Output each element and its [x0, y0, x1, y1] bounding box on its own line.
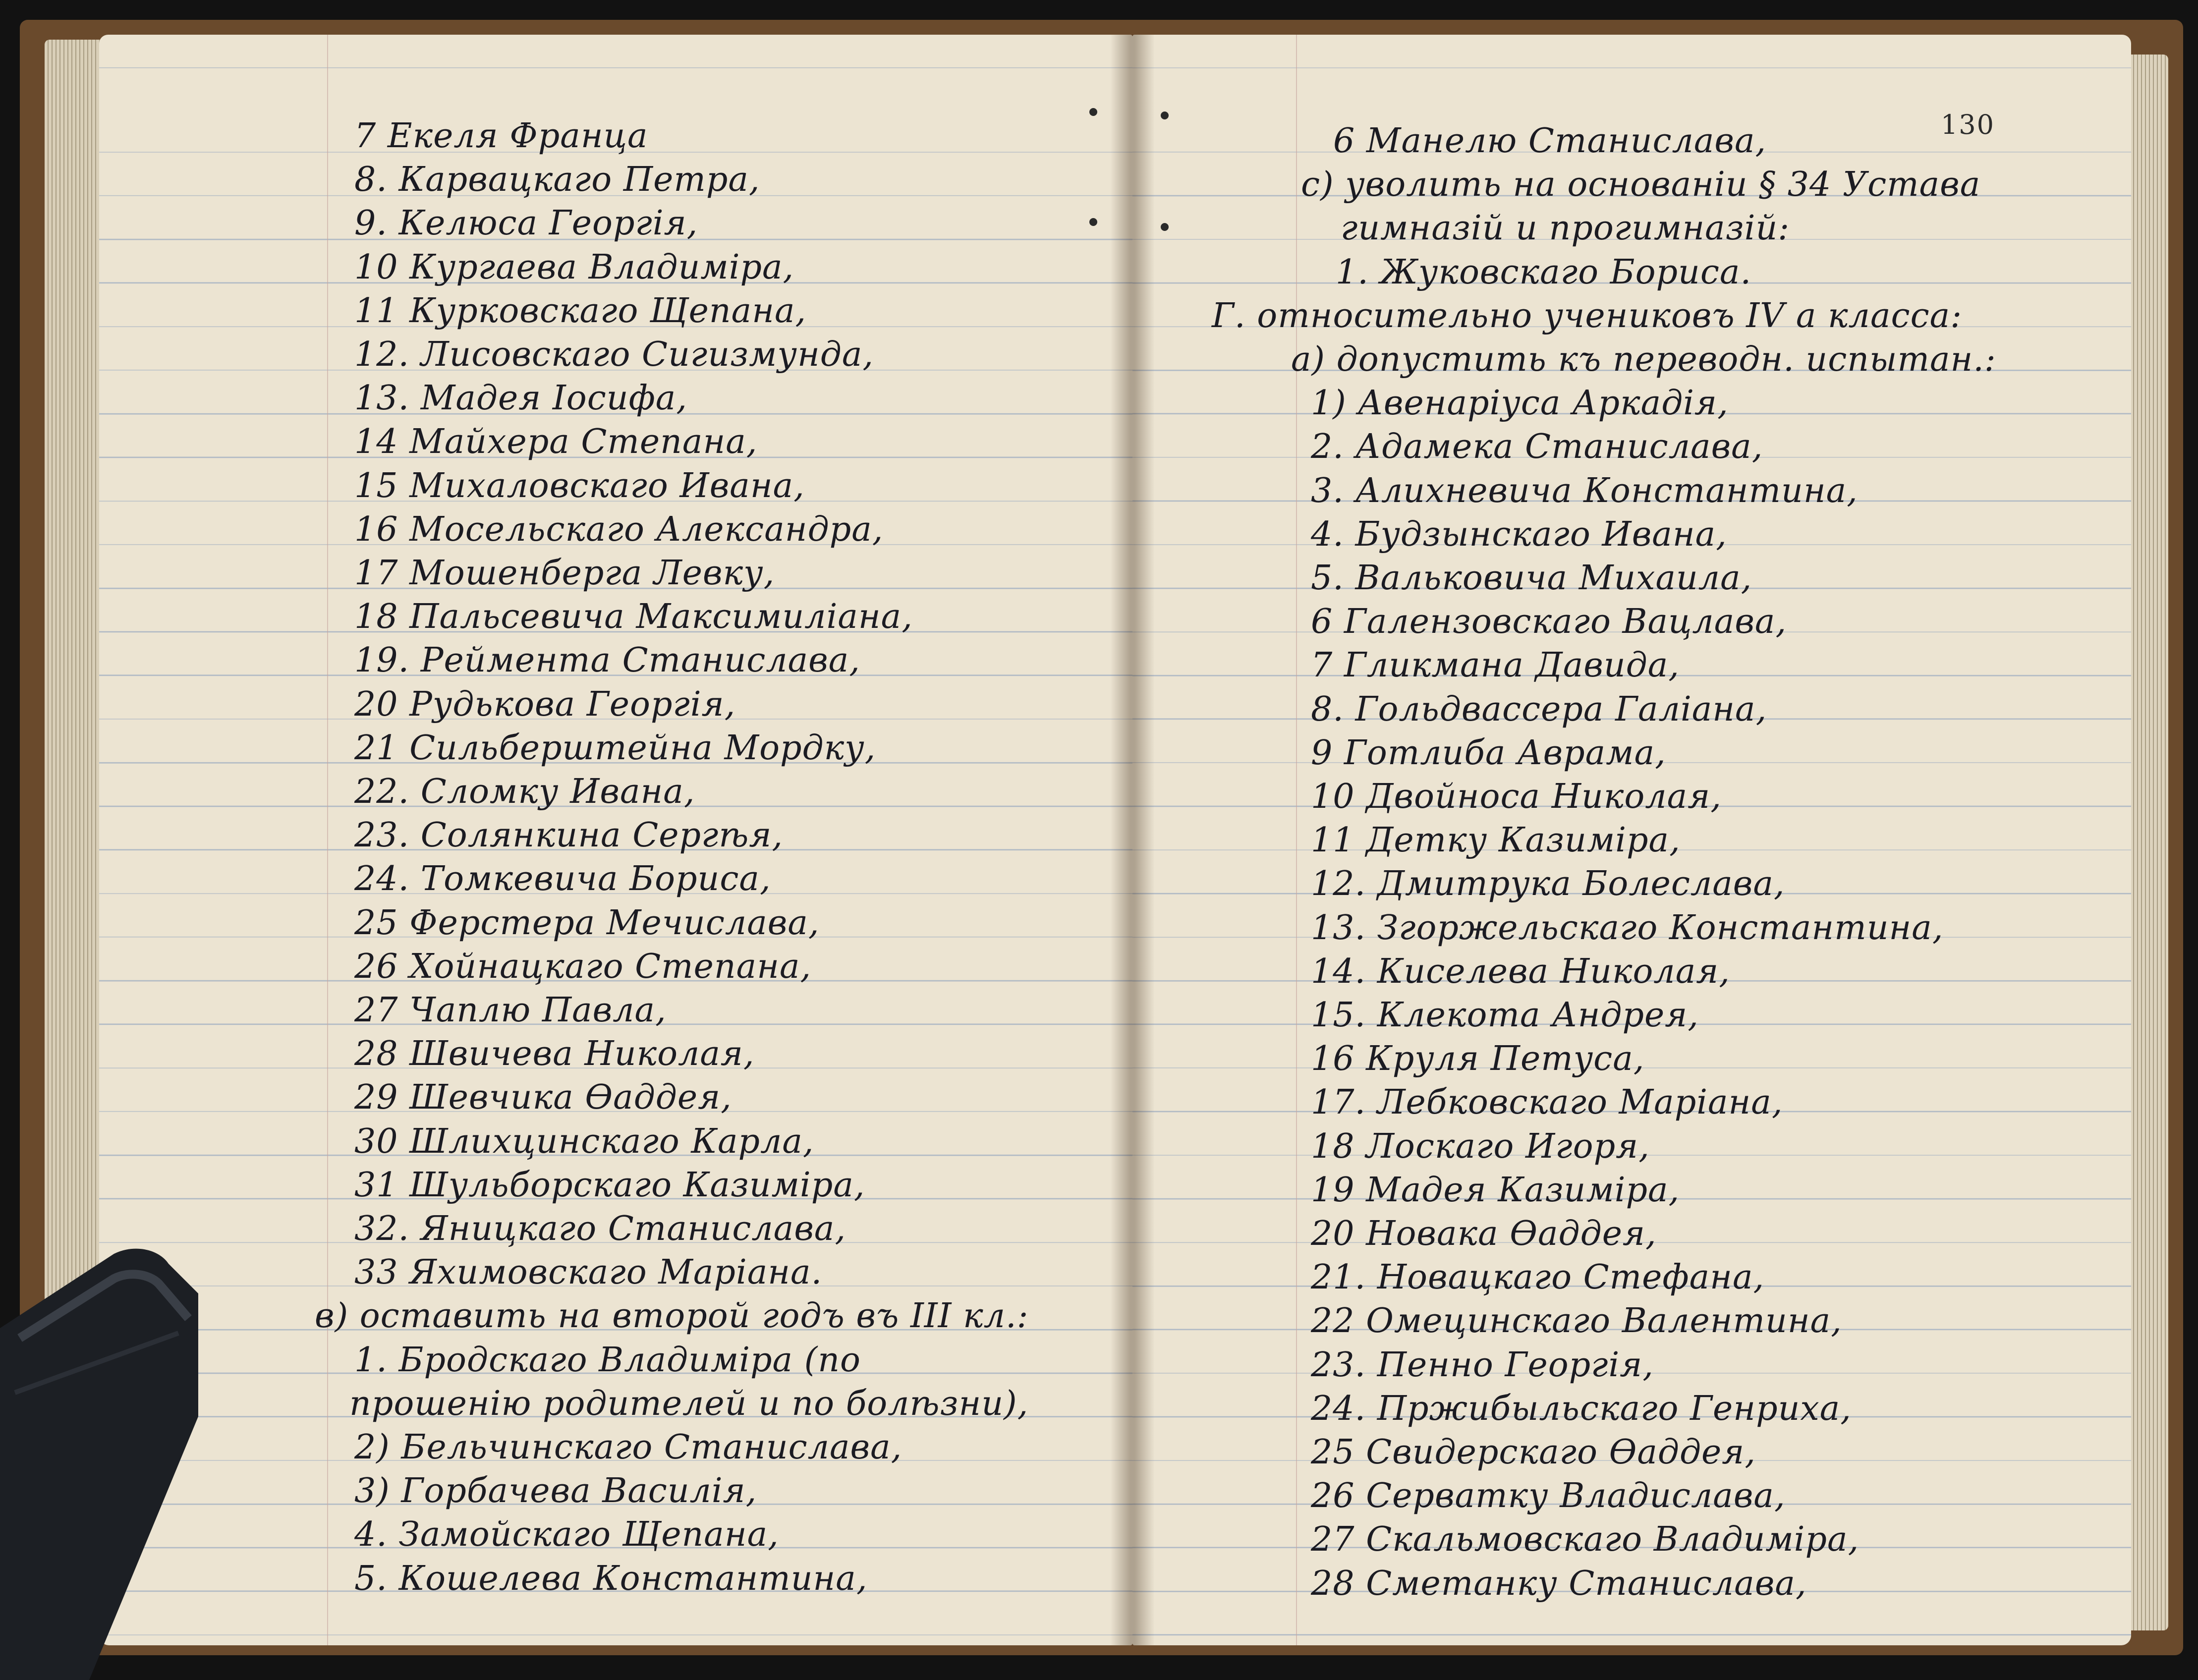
handwritten-line: с) уволить на основаніи § 34 Устава — [1301, 165, 1981, 205]
binding-hole — [1161, 112, 1169, 119]
handwritten-line: 19 Мадея Казиміра, — [1311, 1170, 1680, 1210]
handwritten-line: 19. Рейментa Станислава, — [354, 641, 860, 680]
handwritten-line: 26 Серватку Владислава, — [1311, 1476, 1786, 1516]
handwritten-line: 4. Замойскаго Щепана, — [354, 1515, 779, 1555]
handwritten-line: 28 Сметанку Станислава, — [1311, 1564, 1807, 1603]
handwritten-line: гимназій и прогимназій: — [1341, 209, 1790, 248]
handwritten-line: 16 Мосельскаго Александра, — [354, 509, 884, 549]
handwritten-line: а) допустить къ переводн. испытан.: — [1291, 340, 1996, 379]
handwritten-line: 33 Яхимовскаго Маріана. — [354, 1253, 823, 1292]
binding-hole — [1089, 108, 1097, 116]
handwritten-line: Г. относительно учениковъ IV а класса: — [1212, 296, 1963, 336]
left-margin-line — [327, 35, 328, 1645]
handwritten-line: 2. Адамека Станислава, — [1311, 427, 1763, 467]
handwritten-line: 20 Рудькова Георгія, — [354, 684, 736, 724]
handwritten-line: 29 Шевчика Ѳаддея, — [354, 1078, 732, 1118]
handwritten-line: 11 Детку Казиміра, — [1311, 821, 1681, 860]
handwritten-line: 28 Швичева Николая, — [354, 1034, 755, 1074]
handwritten-line: 4. Будзынскаго Ивана, — [1311, 514, 1727, 554]
handwritten-line: 7 Гликмана Давида, — [1311, 646, 1680, 685]
handwritten-line: 16 Круля Петуса, — [1311, 1039, 1645, 1079]
handwritten-line: 21. Новацкаго Стефана, — [1311, 1258, 1765, 1297]
handwritten-line: 9 Готлиба Аврама, — [1311, 733, 1666, 773]
handwritten-line: 24. Томкевича Бориса, — [354, 859, 771, 899]
handwritten-line: 32. Яницкаго Станислава, — [354, 1209, 846, 1248]
right-margin-line — [1296, 35, 1297, 1645]
right-page-stack — [2126, 55, 2168, 1630]
handwritten-line: 18 Пальсевича Максимиліана, — [354, 597, 913, 637]
handwritten-line: 21 Сильберштейна Мордку, — [354, 728, 876, 768]
handwritten-line: 3. Алихневича Константина, — [1311, 471, 1858, 510]
handwritten-line: в) оставить на второй годъ въ III кл.: — [315, 1296, 1029, 1336]
handwritten-line: 15. Клекота Андрея, — [1311, 996, 1699, 1035]
handwritten-line: 20 Новака Ѳаддея, — [1311, 1214, 1657, 1253]
handwritten-line: 17. Лебковскаго Маріана, — [1311, 1083, 1783, 1122]
handwritten-line: 6 Манелю Станислава, — [1333, 121, 1767, 161]
handwritten-line: 31 Шульборскаго Казиміра, — [354, 1165, 865, 1205]
handwritten-line: 5. Вальковича Михаила, — [1311, 559, 1752, 598]
handwritten-line: прошенію родителей и по болѣзни), — [349, 1384, 1029, 1423]
handwritten-line: 17 Мошенберга Левку, — [354, 554, 775, 593]
handwritten-line: 7 Екеля Франца — [354, 116, 648, 156]
handwritten-line: 22. Сломку Ивана, — [354, 772, 695, 811]
handwritten-line: 18 Лоскаго Игоря, — [1311, 1126, 1650, 1166]
handwritten-line: 14 Майхера Степана, — [354, 422, 758, 462]
handwritten-line: 8. Карвацкаго Петра, — [354, 160, 760, 200]
book-gutter — [1110, 35, 1155, 1645]
handwritten-line: 10 Двойноса Николая, — [1311, 777, 1722, 816]
handwritten-line: 12. Лисовскаго Сигизмунда, — [354, 335, 874, 374]
handwritten-line: 1. Бродскаго Владиміра (по — [354, 1340, 861, 1380]
handwritten-line: 2) Бельчинскаго Станислава, — [354, 1428, 902, 1467]
handwritten-line: 30 Шлихцинскаго Карла, — [354, 1121, 814, 1161]
binding-hole — [1161, 223, 1169, 231]
handwritten-line: 23. Пенно Георгія, — [1311, 1345, 1654, 1385]
handwritten-line: 13. Мадея Іосифа, — [354, 379, 687, 418]
handwritten-line: 10 Кургаева Владиміра, — [354, 247, 794, 287]
handwritten-line: 9. Келюса Георгія, — [354, 204, 698, 243]
handwritten-line: 12. Дмитрука Болеслава, — [1311, 864, 1785, 904]
handwritten-line: 24. Пржибыльскаго Генриха, — [1311, 1389, 1852, 1428]
handwritten-line: 1. Жуковскаго Бориса. — [1336, 252, 1752, 292]
handwritten-line: 26 Хойнацкаго Степана, — [354, 947, 812, 986]
handwritten-line: 25 Свидерскаго Ѳаддея, — [1311, 1433, 1756, 1472]
handwritten-line: 5. Кошелева Константина, — [354, 1559, 868, 1598]
handwritten-line: 6 Галензовскаго Вацлава, — [1311, 602, 1787, 642]
handwritten-line: 15 Михаловскаго Ивана, — [354, 466, 805, 505]
page-number: 130 — [1940, 109, 1995, 140]
ribbon-bookmark — [0, 1244, 198, 1680]
handwritten-line: 22 Омецинскаго Валентина, — [1311, 1301, 1842, 1341]
left-page — [99, 35, 1132, 1645]
handwritten-line: 8. Гольдвассера Галіана, — [1311, 689, 1767, 729]
handwritten-line: 27 Чаплю Павла, — [354, 991, 667, 1030]
binding-hole — [1089, 218, 1097, 226]
right-page — [1132, 35, 2131, 1645]
handwritten-line: 25 Ферстера Мечислава, — [354, 903, 820, 943]
handwritten-line: 3) Горбачева Василія, — [354, 1471, 757, 1511]
handwritten-line: 1) Авенаріуса Аркадія, — [1311, 384, 1729, 423]
handwritten-line: 23. Солянкина Сергѣя, — [354, 816, 783, 855]
handwritten-line: 14. Киселева Николая, — [1311, 952, 1730, 991]
handwritten-line: 13. Згоржельскаго Константина, — [1311, 908, 1944, 948]
handwritten-line: 11 Курковскаго Щепана, — [354, 291, 807, 331]
handwritten-line: 27 Скальмовскаго Владиміра, — [1311, 1520, 1860, 1560]
